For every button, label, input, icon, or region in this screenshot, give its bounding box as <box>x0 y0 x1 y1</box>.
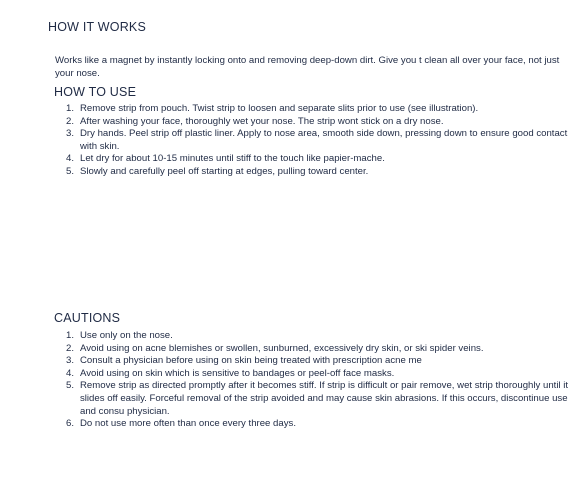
caution-text: Consult a physician before using on skin being treated with prescription acne me <box>80 355 422 367</box>
list-item: 2. After washing your face, thoroughly wet your nose. The strip wont stick on a dry nose. <box>66 115 444 127</box>
caution-text: Avoid using on acne blemishes or swollen, sunburned, excessively dry skin, or ski spider veins. <box>80 342 484 354</box>
step-text: Remove strip from pouch. Twist strip to loosen and separate slits prior to use (see illustration). <box>80 103 479 114</box>
caution-text: Avoid using on skin which is sensitive to bandages or peel-off face masks. <box>80 367 395 379</box>
list-item: 6. Do not use more often than once every three days. <box>66 418 296 430</box>
cautions-list <box>62 330 582 431</box>
list-item: 1. Use only on the nose. <box>66 330 173 341</box>
step-text: Dry hands. Peel strip off plastic liner. Apply to nose area, smooth side down, pressing down to ensure good contact with skin. <box>80 128 568 152</box>
how-to-use-heading: HOW TO USE <box>54 85 137 99</box>
list-item: 4. Let dry for about 10-15 minutes until stiff to the touch like papier-mache. <box>66 153 385 165</box>
list-item: 2. Avoid using on acne blemishes or swollen, sunburned, excessively dry skin, or ski spider veins. <box>66 342 484 354</box>
how-it-works-text: Works like a magnet by instantly locking onto and removing deep-down dirt. Give you t clean all over your face, not just your nose. <box>55 55 560 79</box>
step-text: Slowly and carefully peel off starting at edges, pulling toward center. <box>80 165 369 177</box>
list-item: 5. Remove strip as directed promptly after it becomes stiff. If strip is difficult or pair remove, wet strip thoroughly until it slides off easily. Forceful removal of the strip avoided and may cause skin abrasions. If this occurs, discontinue use and consu physician. <box>66 380 569 417</box>
list-item: 3. Dry hands. Peel strip off plastic liner. Apply to nose area, smooth side down, pressing down to ensure good contact with skin. <box>66 128 568 152</box>
how-it-works-heading: HOW IT WORKS <box>48 20 146 34</box>
list-item: 3. Consult a physician before using on skin being treated with prescription acne me <box>66 355 422 367</box>
step-text: Let dry for about 10-15 minutes until stiff to the touch like papier-mache. <box>80 153 385 165</box>
caution-text: Do not use more often than once every three days. <box>80 418 296 430</box>
how-to-use-steps-list <box>62 103 582 179</box>
list-item: 5. Slowly and carefully peel off starting at edges, pulling toward center. <box>66 165 369 177</box>
list-item: 4. Avoid using on skin which is sensitive to bandages or peel-off face masks. <box>66 367 395 379</box>
list-item: 1. Remove strip from pouch. Twist strip to loosen and separate slits prior to use (see illustration). <box>66 103 479 114</box>
caution-text: Remove strip as directed promptly after it becomes stiff. If strip is difficult or pair remove, wet strip thoroughly until it slides off easily. Forceful removal of the strip avoided and may cause skin abrasions. If this occurs, discontinue use and consu physician. <box>80 380 569 417</box>
cautions-heading: CAUTIONS <box>54 311 121 325</box>
caution-text: Use only on the nose. <box>80 330 173 341</box>
step-text: After washing your face, thoroughly wet your nose. The strip wont stick on a dry nose. <box>80 115 444 127</box>
